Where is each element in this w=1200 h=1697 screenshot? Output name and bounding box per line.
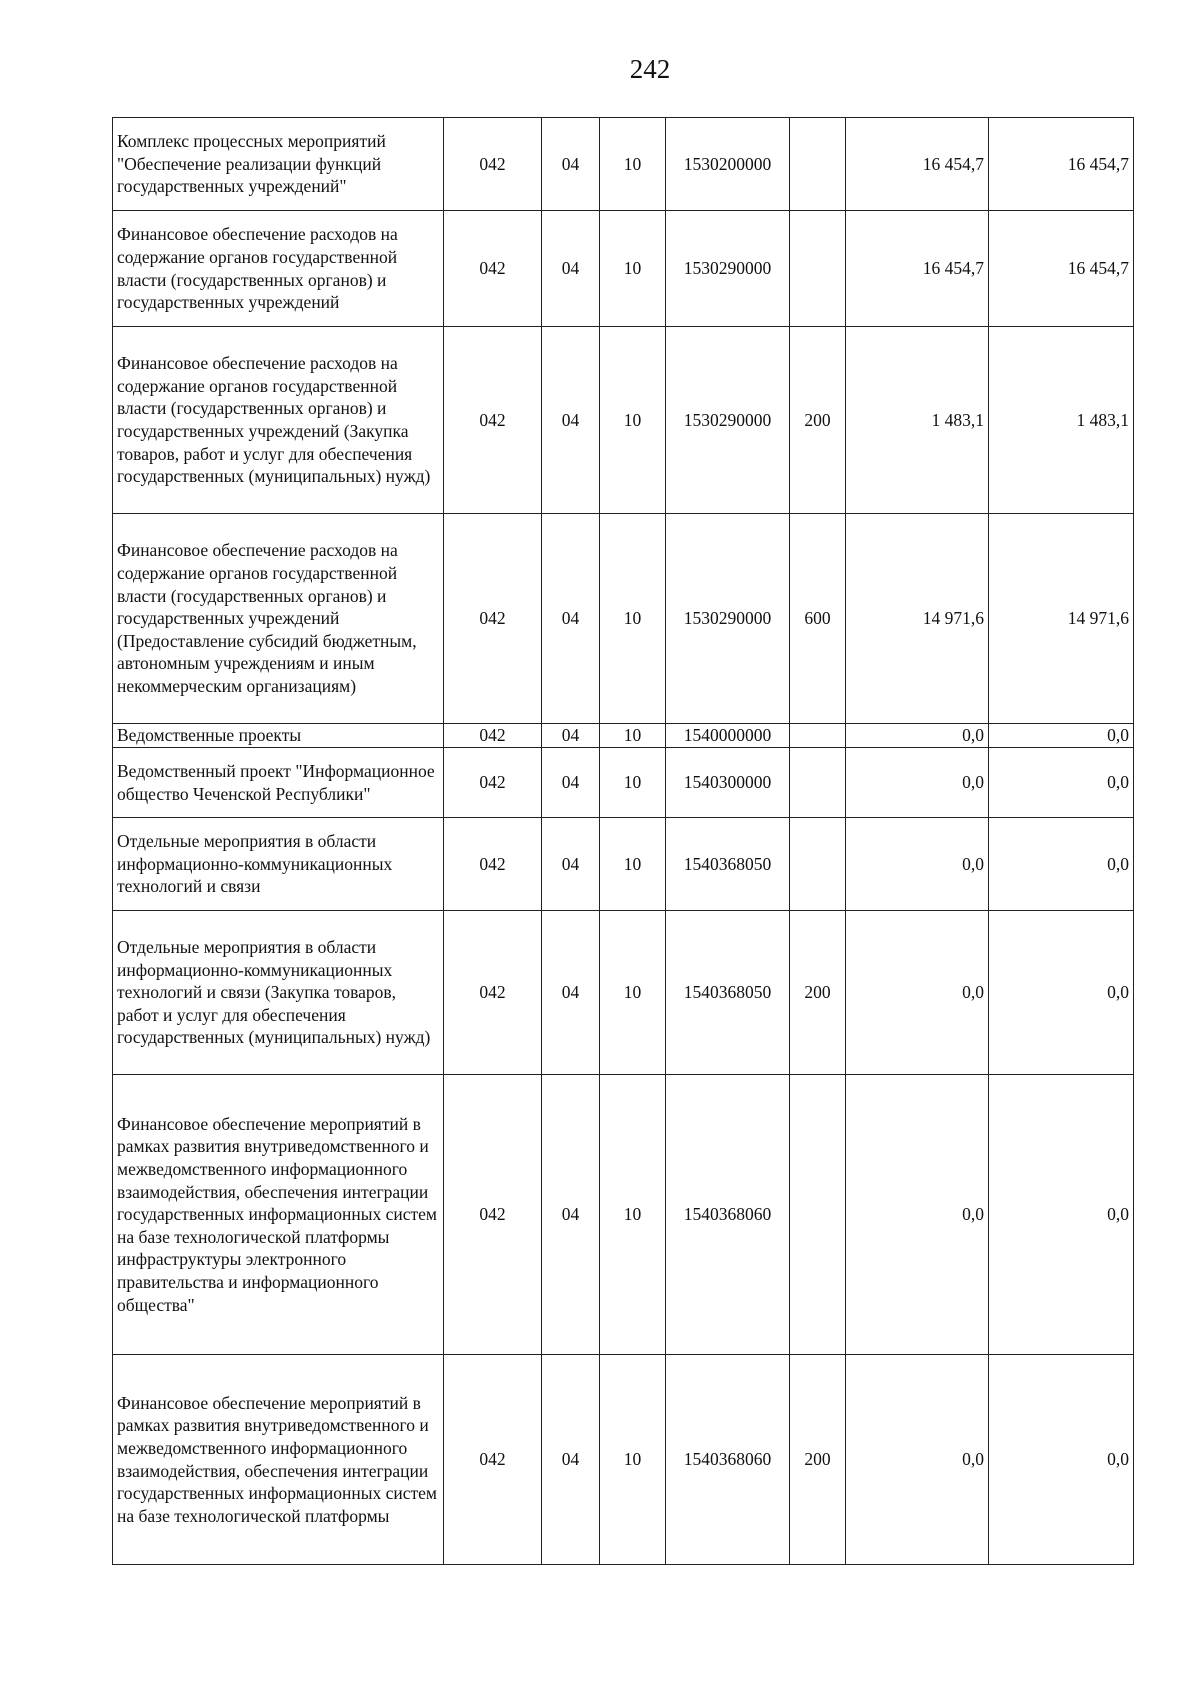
table-row — [113, 911, 1134, 1075]
row-sum1: 14 971,6 — [846, 514, 989, 724]
row-pr: 10 — [600, 748, 666, 818]
row-pr: 10 — [600, 1355, 666, 1565]
row-pr: 10 — [600, 818, 666, 911]
row-sum1: 16 454,7 — [846, 211, 989, 327]
table-row — [113, 514, 1134, 724]
row-csr: 1530290000 — [666, 514, 790, 724]
row-sum2: 0,0 — [989, 1075, 1134, 1355]
row-name: Финансовое обеспечение мероприятий в рамках развития внутриведомственного и межведомственного информационного взаимодействия, обеспечения интеграции государственных информационных систем на базе технологической платформы — [113, 1355, 444, 1565]
row-ved: 042 — [444, 748, 542, 818]
row-sum2: 0,0 — [989, 748, 1134, 818]
row-ved: 042 — [444, 211, 542, 327]
row-rz: 04 — [542, 911, 600, 1075]
row-ved: 042 — [444, 118, 542, 211]
row-rz: 04 — [542, 748, 600, 818]
row-name: Ведомственный проект "Информационное общество Чеченской Республики" — [113, 748, 444, 818]
row-vr: 200 — [790, 911, 846, 1075]
row-csr: 1540368060 — [666, 1355, 790, 1565]
row-pr: 10 — [600, 724, 666, 748]
budget-table — [112, 117, 1134, 1565]
row-ved: 042 — [444, 327, 542, 514]
row-sum1: 1 483,1 — [846, 327, 989, 514]
row-pr: 10 — [600, 118, 666, 211]
row-rz: 04 — [542, 211, 600, 327]
row-rz: 04 — [542, 327, 600, 514]
row-sum2: 0,0 — [989, 1355, 1134, 1565]
row-csr: 1530290000 — [666, 211, 790, 327]
row-csr: 1540368050 — [666, 911, 790, 1075]
row-name: Отдельные мероприятия в области информационно-коммуникационных технологий и связи (Закупка товаров, работ и услуг для обеспечения государственных (муниципальных) нужд) — [113, 911, 444, 1075]
row-csr: 1540368050 — [666, 818, 790, 911]
row-sum1: 0,0 — [846, 724, 989, 748]
row-name: Финансовое обеспечение мероприятий в рамках развития внутриведомственного и межведомственного информационного взаимодействия, обеспечения интеграции государственных информационных систем на базе технологической платформы инфраструктуры электронного правительства и информационного общества" — [113, 1075, 444, 1355]
row-vr — [790, 1075, 846, 1355]
row-vr: 200 — [790, 327, 846, 514]
table-row — [113, 748, 1134, 818]
row-vr — [790, 724, 846, 748]
row-vr — [790, 118, 846, 211]
row-sum2: 0,0 — [989, 911, 1134, 1075]
row-vr — [790, 211, 846, 327]
row-vr — [790, 818, 846, 911]
page-number: 242 — [629, 54, 671, 84]
row-pr: 10 — [600, 514, 666, 724]
row-rz: 04 — [542, 514, 600, 724]
row-sum2: 0,0 — [989, 818, 1134, 911]
row-csr: 1540368060 — [666, 1075, 790, 1355]
row-sum1: 0,0 — [846, 1075, 989, 1355]
table-row — [113, 724, 1134, 748]
row-rz: 04 — [542, 818, 600, 911]
row-csr: 1540000000 — [666, 724, 790, 748]
row-pr: 10 — [600, 211, 666, 327]
row-sum1: 0,0 — [846, 818, 989, 911]
row-rz: 04 — [542, 724, 600, 748]
row-sum1: 0,0 — [846, 748, 989, 818]
table-row — [113, 327, 1134, 514]
row-name: Финансовое обеспечение расходов на содержание органов государственной власти (государственных органов) и государственных учреждений (Предоставление субсидий бюджетным, автономным учреждениям и иным некоммерческим организациям) — [113, 514, 444, 724]
row-name: Ведомственные проекты — [113, 724, 444, 748]
row-vr: 600 — [790, 514, 846, 724]
row-csr: 1530290000 — [666, 327, 790, 514]
row-sum1: 16 454,7 — [846, 118, 989, 211]
row-sum1: 0,0 — [846, 1355, 989, 1565]
row-csr: 1530200000 — [666, 118, 790, 211]
row-name: Финансовое обеспечение расходов на содержание органов государственной власти (государственных органов) и государственных учреждений — [113, 211, 444, 327]
row-sum2: 14 971,6 — [989, 514, 1134, 724]
row-ved: 042 — [444, 514, 542, 724]
row-ved: 042 — [444, 911, 542, 1075]
row-sum2: 16 454,7 — [989, 118, 1134, 211]
row-ved: 042 — [444, 724, 542, 748]
row-ved: 042 — [444, 1075, 542, 1355]
row-rz: 04 — [542, 1355, 600, 1565]
table-row — [113, 118, 1134, 211]
row-sum2: 1 483,1 — [989, 327, 1134, 514]
row-name: Комплекс процессных мероприятий "Обеспечение реализации функций государственных учреждений" — [113, 118, 444, 211]
row-sum1: 0,0 — [846, 911, 989, 1075]
row-name: Финансовое обеспечение расходов на содержание органов государственной власти (государственных органов) и государственных учреждений (Закупка товаров, работ и услуг для обеспечения государственных (муниципальных) нужд) — [113, 327, 444, 514]
row-sum2: 0,0 — [989, 724, 1134, 748]
row-pr: 10 — [600, 911, 666, 1075]
row-name: Отдельные мероприятия в области информационно-коммуникационных технологий и связи — [113, 818, 444, 911]
row-rz: 04 — [542, 1075, 600, 1355]
row-ved: 042 — [444, 818, 542, 911]
table-row — [113, 1355, 1134, 1565]
row-vr: 200 — [790, 1355, 846, 1565]
row-vr — [790, 748, 846, 818]
table-row — [113, 818, 1134, 911]
row-rz: 04 — [542, 118, 600, 211]
table-row — [113, 1075, 1134, 1355]
table-row — [113, 211, 1134, 327]
row-csr: 1540300000 — [666, 748, 790, 818]
row-ved: 042 — [444, 1355, 542, 1565]
row-sum2: 16 454,7 — [989, 211, 1134, 327]
row-pr: 10 — [600, 327, 666, 514]
row-pr: 10 — [600, 1075, 666, 1355]
